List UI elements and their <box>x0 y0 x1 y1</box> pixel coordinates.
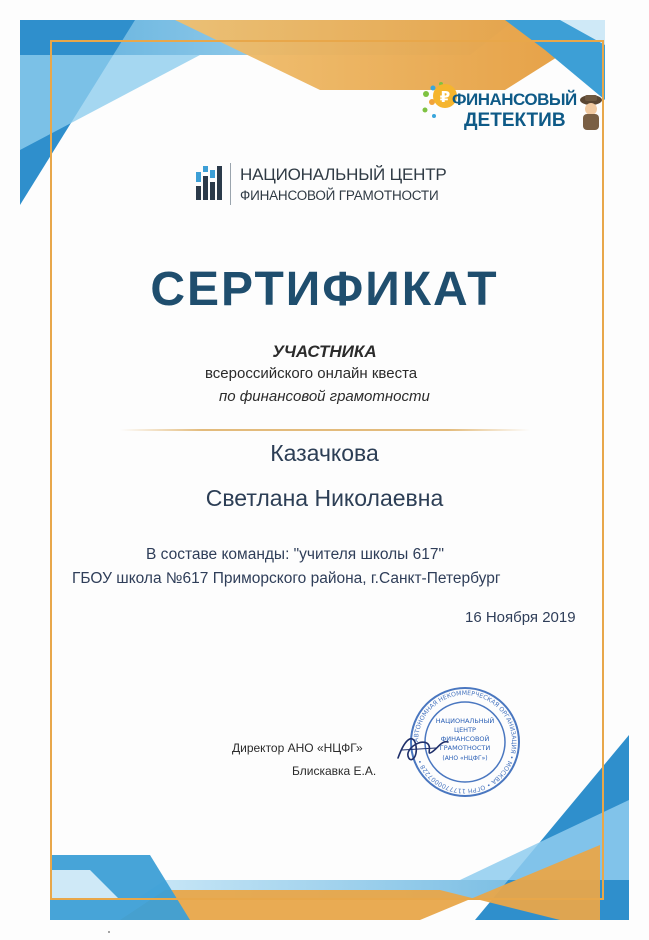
certificate-title: СЕРТИФИКАТ <box>150 263 499 316</box>
signatory-title: Директор АНО «НЦФГ» <box>232 741 363 755</box>
svg-text:(АНО «НЦФГ»): (АНО «НЦФГ») <box>442 755 488 762</box>
top-left-light-triangle <box>20 55 200 150</box>
issue-date: 16 Ноября 2019 <box>465 609 576 626</box>
bottom-right-light-triangle <box>460 800 629 880</box>
recipient-surname: Казачкова <box>270 440 379 466</box>
team-line: В составе команды: "учителя школы 617" <box>146 546 444 563</box>
svg-text:ЦЕНТР: ЦЕНТР <box>454 726 476 734</box>
handwritten-signature <box>392 728 452 768</box>
org-logo-separator <box>230 163 231 205</box>
event-line-2: по финансовой грамотности <box>219 388 430 405</box>
gold-divider <box>120 429 530 431</box>
org-name-line-2: ФИНАНСОВОЙ ГРАМОТНОСТИ <box>240 188 439 203</box>
svg-text:ГРАМОТНОСТИ: ГРАМОТНОСТИ <box>439 744 491 752</box>
svg-text:НАЦИОНАЛЬНЫЙ: НАЦИОНАЛЬНЫЙ <box>435 717 495 725</box>
brand-line-2: ДЕТЕКТИВ <box>464 110 566 131</box>
detective-hat-icon <box>578 92 604 132</box>
certificate-subtitle: УЧАСТНИКА <box>272 342 377 361</box>
svg-text:АВТОНОМНАЯ НЕКОММЕРЧЕСКАЯ ОРГА: АВТОНОМНАЯ НЕКОММЕРЧЕСКАЯ ОРГАНИЗАЦИЯ • МОСКВА • ОГРН 1177700007228 • <box>412 689 518 795</box>
org-name-line-1: НАЦИОНАЛЬНЫЙ ЦЕНТР <box>240 165 447 184</box>
svg-text:₽: ₽ <box>439 88 451 106</box>
bar-chart-logo-icon <box>196 166 222 200</box>
svg-text:ФИНАНСОВОЙ: ФИНАНСОВОЙ <box>440 735 490 743</box>
scan-speck <box>108 931 110 933</box>
school-line: ГБОУ школа №617 Приморского района, г.Санкт-Петербург <box>72 570 501 587</box>
signatory-name: Блискавка Е.А. <box>292 764 377 778</box>
brand-logo <box>420 78 605 138</box>
brand-line-1: ФИНАНСОВЫЙ <box>452 90 577 109</box>
event-line-1: всероссийского онлайн квеста <box>205 365 418 382</box>
recipient-given-names: Светлана Николаевна <box>205 485 444 511</box>
